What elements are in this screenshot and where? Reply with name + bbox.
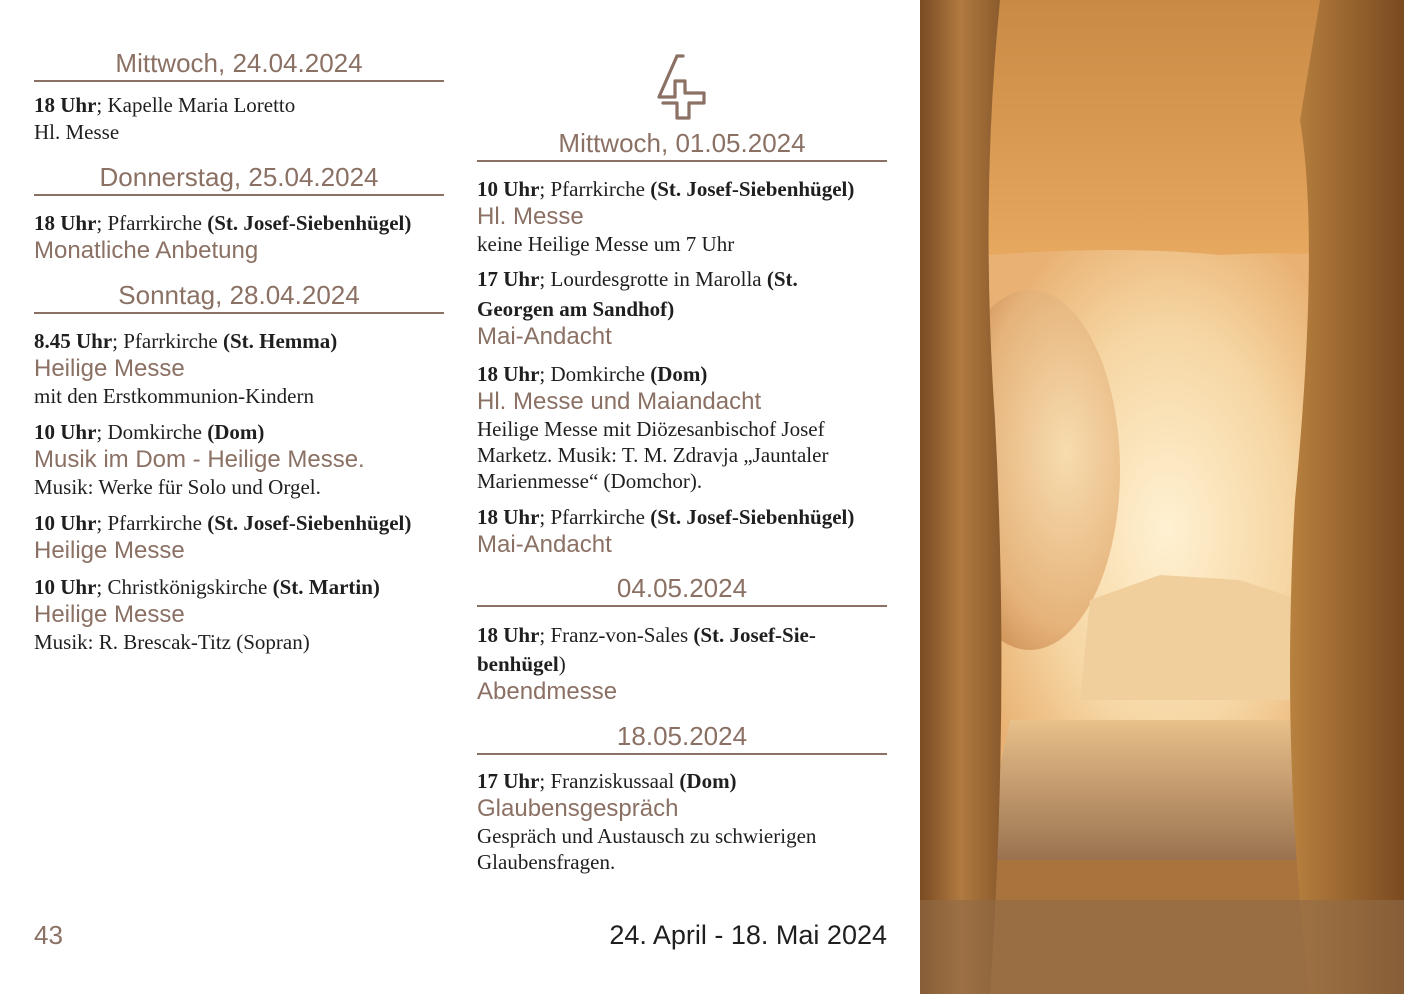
day-heading: Donnerstag, 25.04.2024 [34, 162, 444, 196]
event-time: 10 Uhr [34, 575, 97, 599]
event-title: Musik im Dom - Heilige Messe. [34, 446, 365, 473]
event-item [477, 768, 887, 875]
event-parish: (St. [766, 267, 798, 291]
event-title: Mai-Andacht [477, 531, 612, 558]
event-place: ; Franz-von-Sales [539, 623, 694, 647]
event-time: 18 Uhr [477, 623, 540, 647]
event-time: 18 Uhr [477, 362, 540, 386]
event-parish: Georgen am Sandhof [477, 297, 668, 321]
event-title: Heilige Messe [34, 355, 185, 382]
event-text: Musik: Werke für Solo und Orgel. [34, 475, 321, 499]
event-text: Hl. Messe [34, 120, 120, 144]
event-place: ; Christkönigskirche [96, 575, 273, 599]
event-time: 18 Uhr [34, 211, 97, 235]
event-parish: (St. Josef-Sie- [693, 623, 816, 647]
event-text: Heilige Messe mit Diözesanbischof Josef [477, 417, 825, 441]
event-item [34, 419, 444, 500]
page-number: 43 [34, 920, 63, 950]
event-item [34, 328, 444, 409]
day-heading: 18.05.2024 [477, 721, 887, 755]
event-time: 17 Uhr [477, 769, 540, 793]
event-text: Gespräch und Austausch zu schwierigen [477, 824, 817, 848]
event-title: Abendmesse [477, 678, 618, 705]
event-place: ; Lourdesgrotte in Marolla [539, 267, 767, 291]
event-text: Musik: R. Brescak-Titz (Sopran) [34, 630, 310, 654]
event-time: 18 Uhr [477, 505, 540, 529]
event-title: Monatliche Anbetung [34, 237, 259, 264]
event-parish: benhügel [477, 652, 559, 676]
event-item [34, 210, 444, 265]
event-item [34, 92, 444, 145]
event-title: Hl. Messe und Maiandacht [477, 388, 762, 415]
day-heading: 04.05.2024 [477, 573, 887, 607]
event-parish: (St. Josef-Siebenhügel) [207, 511, 412, 535]
event-item [477, 504, 887, 559]
event-time: 10 Uhr [34, 511, 97, 535]
event-title: Mai-Andacht [477, 323, 612, 350]
event-place: ; Domkirche [539, 362, 651, 386]
event-place: ; Domkirche [96, 420, 208, 444]
event-time: 10 Uhr [477, 177, 540, 201]
event-item: 17 Uhr; Lourdesgrotte in Marolla (St. Georgen am Sandhof) Mai-Andacht [477, 266, 887, 351]
event-place: ; Pfarrkirche [96, 511, 208, 535]
event-place: ; Franziskussaal [539, 769, 680, 793]
event-item [34, 510, 444, 565]
day-heading: Mittwoch, 01.05.2024 [477, 128, 887, 162]
event-place: ; Pfarrkirche [96, 211, 208, 235]
event-item: 18 Uhr; Franz-von-Sales (St. Josef-Sie- benhügel) Abendmesse [477, 622, 887, 706]
event-item [34, 574, 444, 655]
event-place: ; Pfarrkirche [539, 177, 651, 201]
event-text: mit den Erstkommunion-Kindern [34, 384, 314, 408]
day-heading: Mittwoch, 24.04.2024 [34, 48, 444, 82]
cross-4-icon [655, 53, 711, 121]
event-item [477, 176, 887, 257]
event-time: 18 Uhr [34, 93, 97, 117]
event-parish: (St. Josef-Siebenhügel) [207, 211, 412, 235]
event-parish: (St. Martin) [272, 575, 380, 599]
event-parish: (Dom) [650, 362, 708, 386]
day-heading: Sonntag, 28.04.2024 [34, 280, 444, 314]
date-range: 24. April - 18. Mai 2024 [609, 920, 887, 950]
event-title: Heilige Messe [34, 601, 185, 628]
event-title: Glaubensgespräch [477, 795, 679, 822]
event-place: ; Pfarrkirche [112, 329, 223, 353]
event-parish: (Dom) [679, 769, 737, 793]
event-time: 10 Uhr [34, 420, 97, 444]
event-parish: (St. Josef-Siebenhügel) [650, 177, 855, 201]
event-time: 8.45 Uhr [34, 329, 113, 353]
event-item [477, 361, 887, 494]
event-time: 17 Uhr [477, 267, 540, 291]
event-parish: (St. Hemma) [222, 329, 338, 353]
event-parish: (Dom) [207, 420, 265, 444]
event-place: ; Kapelle Maria Loretto [96, 93, 296, 117]
event-text: Marienmesse“ (Domchor). [477, 469, 703, 493]
event-parish: (St. Josef-Siebenhügel) [650, 505, 855, 529]
event-text: Glaubensfragen. [477, 850, 616, 874]
event-title: Hl. Messe [477, 203, 584, 230]
event-text: keine Heilige Messe um 7 Uhr [477, 232, 735, 256]
event-text: Marketz. Musik: T. M. Zdravja „Jauntaler [477, 443, 829, 467]
event-title: Heilige Messe [34, 537, 185, 564]
empty-tomb-photo [920, 0, 1404, 994]
event-place: ; Pfarrkirche [539, 505, 651, 529]
